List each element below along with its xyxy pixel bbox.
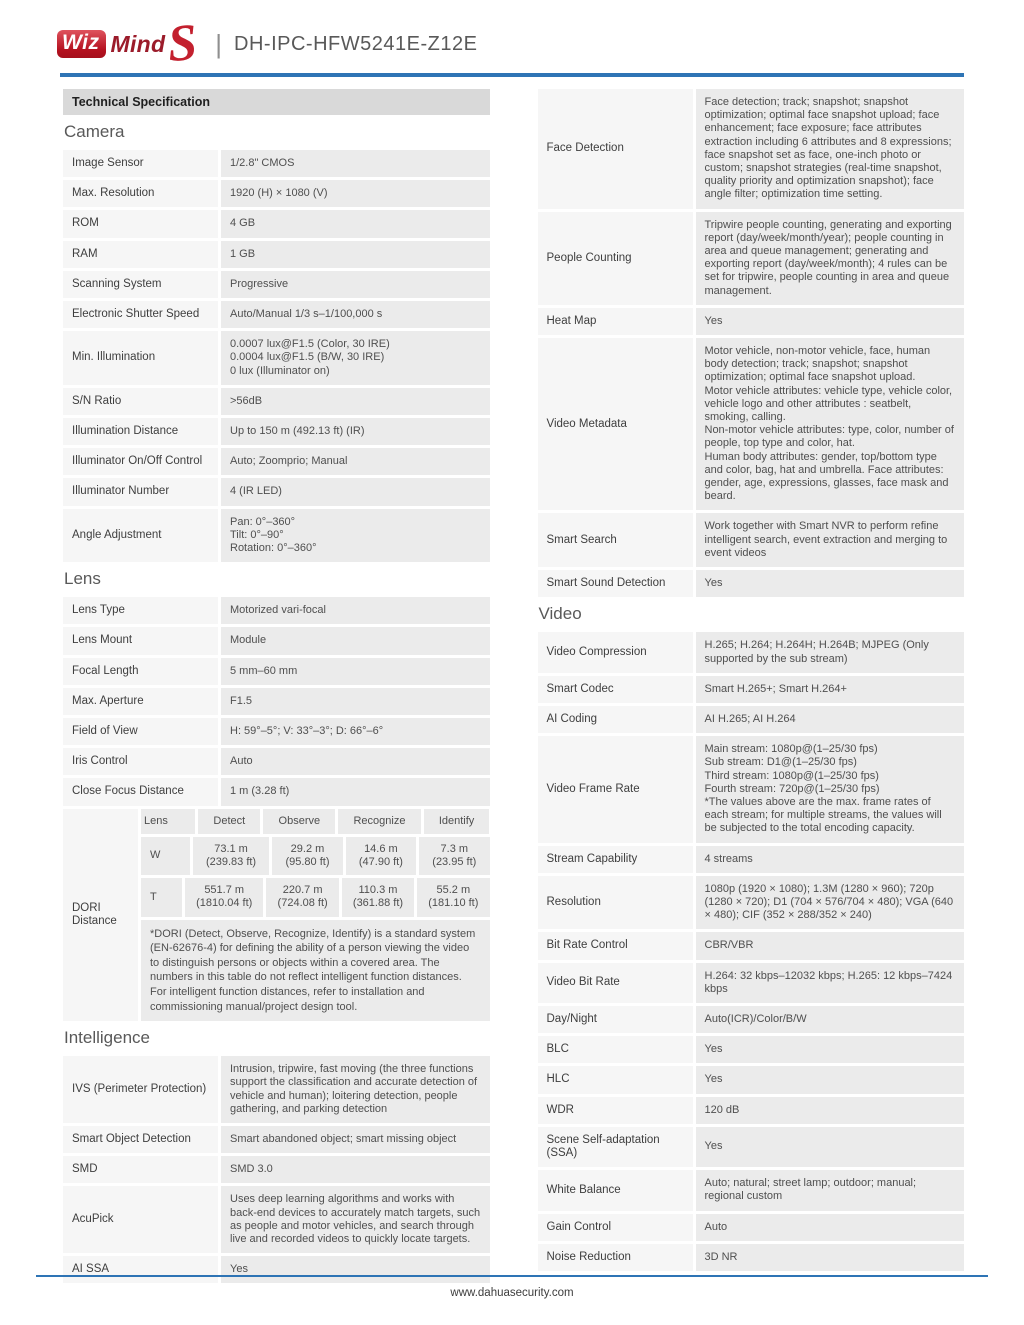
spec-value: H.265; H.264; H.264H; H.264B; MJPEG (Only supported by the sub stream) — [696, 632, 965, 672]
spec-value-line: 0.0007 lux@F1.5 (Color, 30 IRE) — [230, 338, 390, 351]
dori-value-cell-line: (724.08 ft) — [277, 897, 328, 910]
dori-value-cell — [346, 837, 416, 875]
spec-value: 1920 (H) × 1080 (V) — [221, 180, 490, 207]
dori-value-cell — [266, 878, 338, 916]
spec-label: Focal Length — [63, 658, 218, 685]
spec-value-line: Motor vehicle attributes: vehicle type, vehicle color, vehicle logo and other attributes : seatbelt, smoking, calling. — [704, 384, 953, 424]
spec-value: Auto/Manual 1/3 s–1/100,000 s — [221, 301, 490, 328]
spec-row — [538, 963, 965, 1003]
spec-row — [538, 1244, 965, 1271]
spec-row — [63, 1186, 490, 1253]
spec-row — [63, 331, 490, 385]
spec-value: Auto — [221, 748, 490, 775]
spec-value: 1 m (3.28 ft) — [221, 778, 490, 805]
spec-value: 4 (IR LED) — [221, 478, 490, 505]
spec-value — [221, 509, 490, 563]
section-heading-camera: Camera — [64, 122, 125, 141]
dori-value-cell-line: 73.1 m — [214, 842, 248, 855]
dori-lens-cell: T — [141, 878, 182, 916]
spec-value-line: 0 lux (Illuminator on) — [230, 364, 330, 377]
spec-label: ROM — [63, 210, 218, 237]
spec-label: People Counting — [538, 212, 693, 305]
spec-row — [538, 1066, 965, 1093]
dori-value-cell-line: 7.3 m — [440, 842, 469, 855]
spec-label: Gain Control — [538, 1214, 693, 1241]
spec-content — [0, 89, 1024, 1286]
dori-value-cell-line: (239.83 ft) — [205, 856, 257, 869]
spec-label: Video Frame Rate — [538, 736, 693, 842]
spec-label: Angle Adjustment — [63, 509, 218, 563]
spec-value: AI H.265; AI H.264 — [696, 706, 965, 733]
spec-value-line: Third stream: 1080p@(1–25/30 fps) — [704, 769, 879, 782]
spec-value: 1080p (1920 × 1080); 1.3M (1280 × 960); 720p (1280 × 720); D1 (704 × 576/704 × 480); VGA (640 × 480); CIF (352 × 288/352 × 240) — [696, 876, 965, 930]
spec-value — [696, 736, 965, 842]
spec-row — [63, 271, 490, 298]
spec-row — [538, 736, 965, 842]
footer-url: www.dahuasecurity.com — [450, 1287, 574, 1299]
spec-label: Iris Control — [63, 748, 218, 775]
spec-value: Smart H.265+; Smart H.264+ — [696, 676, 965, 703]
spec-label: Day/Night — [538, 1006, 693, 1033]
spec-row — [63, 180, 490, 207]
section-heading-lens: Lens — [64, 569, 101, 589]
spec-value-line: Rotation: 0°–360° — [230, 542, 317, 555]
spec-label: White Balance — [538, 1170, 693, 1210]
spec-value: Auto — [696, 1214, 965, 1241]
spec-value-line: Tilt: 0°–90° — [230, 528, 284, 541]
spec-label: Resolution — [538, 876, 693, 930]
dori-value-cell — [193, 837, 270, 875]
spec-value: 1/2.8" CMOS — [221, 150, 490, 177]
dori-lens-cell: W — [141, 837, 190, 875]
spec-value: Auto(ICR)/Color/B/W — [696, 1006, 965, 1033]
spec-row — [538, 846, 965, 873]
spec-row — [538, 308, 965, 335]
spec-row — [538, 632, 965, 672]
spec-row — [63, 241, 490, 268]
spec-row — [538, 1006, 965, 1033]
spec-value: Motorized vari-focal — [221, 597, 490, 624]
spec-value — [221, 331, 490, 385]
footer — [0, 1275, 1024, 1325]
spec-value: Progressive — [221, 271, 490, 298]
spec-value: CBR/VBR — [696, 932, 965, 959]
spec-row — [63, 718, 490, 745]
spec-label: Stream Capability — [538, 846, 693, 873]
dori-header-cell: Lens — [141, 809, 195, 834]
left-column — [63, 89, 490, 1286]
spec-row — [538, 89, 965, 209]
spec-value: 5 mm–60 mm — [221, 658, 490, 685]
spec-value: Yes — [696, 1127, 965, 1167]
spec-row — [538, 706, 965, 733]
spec-row — [538, 676, 965, 703]
spec-row — [538, 513, 965, 567]
spec-value: F1.5 — [221, 688, 490, 715]
spec-row — [538, 1127, 965, 1167]
spec-row — [63, 1056, 490, 1123]
spec-value: Yes — [221, 1256, 490, 1283]
spec-row — [538, 1214, 965, 1241]
spec-row — [63, 1156, 490, 1183]
dori-value-cell-line: 220.7 m — [282, 884, 323, 897]
section-heading-video: Video — [538, 604, 582, 624]
spec-value-line: Pan: 0°–360° — [230, 515, 296, 528]
spec-row — [63, 418, 490, 445]
spec-row — [63, 658, 490, 685]
footer-divider — [36, 1275, 988, 1277]
dori-data-row — [141, 878, 490, 916]
spec-label: Lens Type — [63, 597, 218, 624]
dori-value-cell — [185, 878, 263, 916]
spec-value: Module — [221, 627, 490, 654]
spec-value: >56dB — [221, 388, 490, 415]
spec-row — [63, 597, 490, 624]
dori-header-cell: Recognize — [338, 809, 420, 834]
spec-value — [696, 338, 965, 510]
spec-value: Up to 150 m (492.13 ft) (IR) — [221, 418, 490, 445]
spec-label: AI Coding — [538, 706, 693, 733]
spec-row — [63, 688, 490, 715]
dori-value-cell — [419, 837, 489, 875]
spec-value-line: Main stream: 1080p@(1–25/30 fps) — [704, 743, 878, 756]
header-divider — [60, 73, 964, 77]
spec-row — [538, 1170, 965, 1210]
spec-label: Smart Sound Detection — [538, 570, 693, 597]
spec-label: Close Focus Distance — [63, 778, 218, 805]
spec-value: Intrusion, tripwire, fast moving (the three functions support the classification and accurate detection of vehicle and human); loitering detection, people gathering, and parking detection — [221, 1056, 490, 1123]
spec-value-line: Motor vehicle, non-motor vehicle, face, human body detection; track; snapshot; snapshot optimization; optimal face snapshot upload. — [704, 345, 931, 384]
spec-label: Smart Codec — [538, 676, 693, 703]
dori-value-cell-line: (95.80 ft) — [285, 856, 330, 869]
dori-header-cell: Identify — [424, 809, 490, 834]
spec-value: 4 GB — [221, 210, 490, 237]
spec-label: Illumination Distance — [63, 418, 218, 445]
spec-label: Max. Aperture — [63, 688, 218, 715]
dori-value-cell-line: (361.88 ft) — [352, 897, 404, 910]
spec-label: Face Detection — [538, 89, 693, 209]
dori-table — [141, 809, 490, 1022]
dori-value-cell-line: 55.2 m — [436, 884, 471, 897]
spec-label: S/N Ratio — [63, 388, 218, 415]
spec-label: Max. Resolution — [63, 180, 218, 207]
spec-value-line: 0.0004 lux@F1.5 (B/W, 30 IRE) — [230, 351, 385, 364]
spec-value: SMD 3.0 — [221, 1156, 490, 1183]
dori-value-cell-line: 29.2 m — [290, 842, 325, 855]
spec-value: Yes — [696, 1066, 965, 1093]
spec-label: Video Compression — [538, 632, 693, 672]
dori-value-cell-line: (23.95 ft) — [432, 856, 477, 869]
spec-value: H.264: 32 kbps–12032 kbps; H.265: 12 kbps–7424 kbps — [696, 963, 965, 1003]
spec-row — [63, 627, 490, 654]
spec-value: Auto; Zoomprio; Manual — [221, 448, 490, 475]
wizmind-s-logo — [57, 14, 200, 73]
dori-header-cell: Detect — [198, 809, 260, 834]
spec-value: Yes — [696, 570, 965, 597]
spec-value: Tripwire people counting, generating and exporting report (day/week/month/year); people counting in area and queue management; generating and exporting report (day/week/month); 4 rules can be set for tripwire, people counting in area and queue management. — [696, 212, 965, 305]
spec-value-line: Human body attributes: gender, top/bottom type and color, bag, hat and umbrella. Face attributes: gender, age, expressions, glasses, face mask and beard. — [704, 450, 949, 503]
spec-value: Face detection; track; snapshot; snapshot optimization; optimal face snapshot upload; face enhancement; face exposure; face attributes extraction including 6 attributes and 8 expressions; face snapshot set as face, one-inch photo or custom; snapshot strategies (real-time snapshot, quality priority and optimization snapshot); face angle filter; optimization time setting. — [696, 89, 965, 209]
dori-value-cell-line: 14.6 m — [364, 842, 398, 855]
spec-value: 1 GB — [221, 241, 490, 268]
spec-value: Work together with Smart NVR to perform refine intelligent search, event extraction and merging to event videos — [696, 513, 965, 567]
spec-value-line: Fourth stream: 720p@(1–25/30 fps) — [704, 782, 880, 795]
spec-row — [63, 748, 490, 775]
logo-wiz-badge: Wiz — [57, 30, 106, 58]
spec-row — [63, 210, 490, 237]
spec-row — [538, 338, 965, 510]
spec-label: HLC — [538, 1066, 693, 1093]
spec-label: Illuminator On/Off Control — [63, 448, 218, 475]
logo-s-swoosh: S — [166, 14, 200, 73]
spec-row — [538, 212, 965, 305]
technical-specification-title-bar: Technical Specification — [63, 89, 490, 115]
spec-value-line: *The values above are the max. frame rates of each stream; for multiple streams, the values will be subjected to the total encoding capacity. — [704, 795, 942, 835]
spec-row — [538, 1036, 965, 1063]
spec-value: Yes — [696, 1036, 965, 1063]
spec-label: AcuPick — [63, 1186, 218, 1253]
product-model-title: DH-IPC-HFW5241E-Z12E — [234, 32, 478, 55]
dori-value-cell — [417, 878, 489, 916]
spec-row — [538, 932, 965, 959]
spec-value: H: 59°–5°; V: 33°–3°; D: 66°–6° — [221, 718, 490, 745]
dori-value-cell-line: (1810.04 ft) — [196, 897, 253, 910]
spec-label: Electronic Shutter Speed — [63, 301, 218, 328]
spec-row — [538, 876, 965, 930]
spec-label: IVS (Perimeter Protection) — [63, 1056, 218, 1123]
dori-value-cell-line: (181.10 ft) — [428, 897, 479, 910]
title-separator: | — [215, 29, 223, 59]
spec-row — [63, 509, 490, 563]
dori-value-cell-line: 110.3 m — [358, 884, 398, 897]
spec-row — [63, 778, 490, 805]
dori-value-cell — [342, 878, 414, 916]
spec-row — [63, 1126, 490, 1153]
spec-label: Video Bit Rate — [538, 963, 693, 1003]
logo-mind-text: Mind — [110, 30, 166, 57]
spec-label: Field of View — [63, 718, 218, 745]
spec-label: RAM — [63, 241, 218, 268]
spec-label: SMD — [63, 1156, 218, 1183]
spec-label: Image Sensor — [63, 150, 218, 177]
spec-value: 120 dB — [696, 1097, 965, 1124]
section-heading-intelligence: Intelligence — [64, 1028, 151, 1048]
spec-value: Smart abandoned object; smart missing object — [221, 1126, 490, 1153]
spec-label: AI SSA — [63, 1256, 218, 1283]
spec-label: Illuminator Number — [63, 478, 218, 505]
spec-value: Yes — [696, 308, 965, 335]
dori-value-cell-line: 551.7 m — [204, 884, 245, 897]
spec-label: Min. Illumination — [63, 331, 218, 385]
spec-row — [538, 1097, 965, 1124]
spec-value: Auto; natural; street lamp; outdoor; manual; regional custom — [696, 1170, 965, 1210]
spec-row — [538, 570, 965, 597]
dori-header-cell: Observe — [263, 809, 335, 834]
spec-value: Uses deep learning algorithms and works with back-end devices to accurately match targets, such as people and motor vehicles, and search through live and recorded videos to quickly locate targets. — [221, 1186, 490, 1253]
spec-value-line: Non-motor vehicle attributes: type, color, number of people, top type and color, hat. — [704, 424, 954, 450]
spec-row — [63, 388, 490, 415]
spec-row — [63, 478, 490, 505]
spec-label: Scanning System — [63, 271, 218, 298]
spec-value: 3D NR — [696, 1244, 965, 1271]
dori-data-row — [141, 837, 490, 875]
model-title-group — [215, 31, 477, 57]
spec-row — [63, 150, 490, 177]
spec-label: Bit Rate Control — [538, 932, 693, 959]
spec-label: Smart Object Detection — [63, 1126, 218, 1153]
spec-label: Scene Self-adaptation (SSA) — [538, 1127, 693, 1167]
spec-label: Heat Map — [538, 308, 693, 335]
spec-label: WDR — [538, 1097, 693, 1124]
right-column — [538, 89, 965, 1274]
dori-header-row — [141, 809, 490, 834]
spec-label: Lens Mount — [63, 627, 218, 654]
dori-distance-block — [63, 809, 490, 1022]
dori-value-cell — [272, 837, 342, 875]
dori-value-cell-line: (47.90 ft) — [358, 856, 403, 869]
spec-row — [63, 448, 490, 475]
spec-label: Video Metadata — [538, 338, 693, 510]
spec-label: Smart Search — [538, 513, 693, 567]
dori-label: DORI Distance — [63, 809, 138, 1022]
spec-value-line: Sub stream: D1@(1–25/30 fps) — [704, 756, 857, 769]
spec-label: BLC — [538, 1036, 693, 1063]
header — [0, 0, 1024, 73]
spec-value: 4 streams — [696, 846, 965, 873]
dori-note: *DORI (Detect, Observe, Recognize, Identify) is a standard system (EN-62676-4) for defining the ability of a person viewing the video to distinguish persons or objects within a covered area. The numbers in this table do not reflect intelligent function distances. For intelligent function distances, refer to installation and commissioning manual/project design tool. — [141, 920, 490, 1022]
spec-label: Noise Reduction — [538, 1244, 693, 1271]
spec-row — [63, 301, 490, 328]
